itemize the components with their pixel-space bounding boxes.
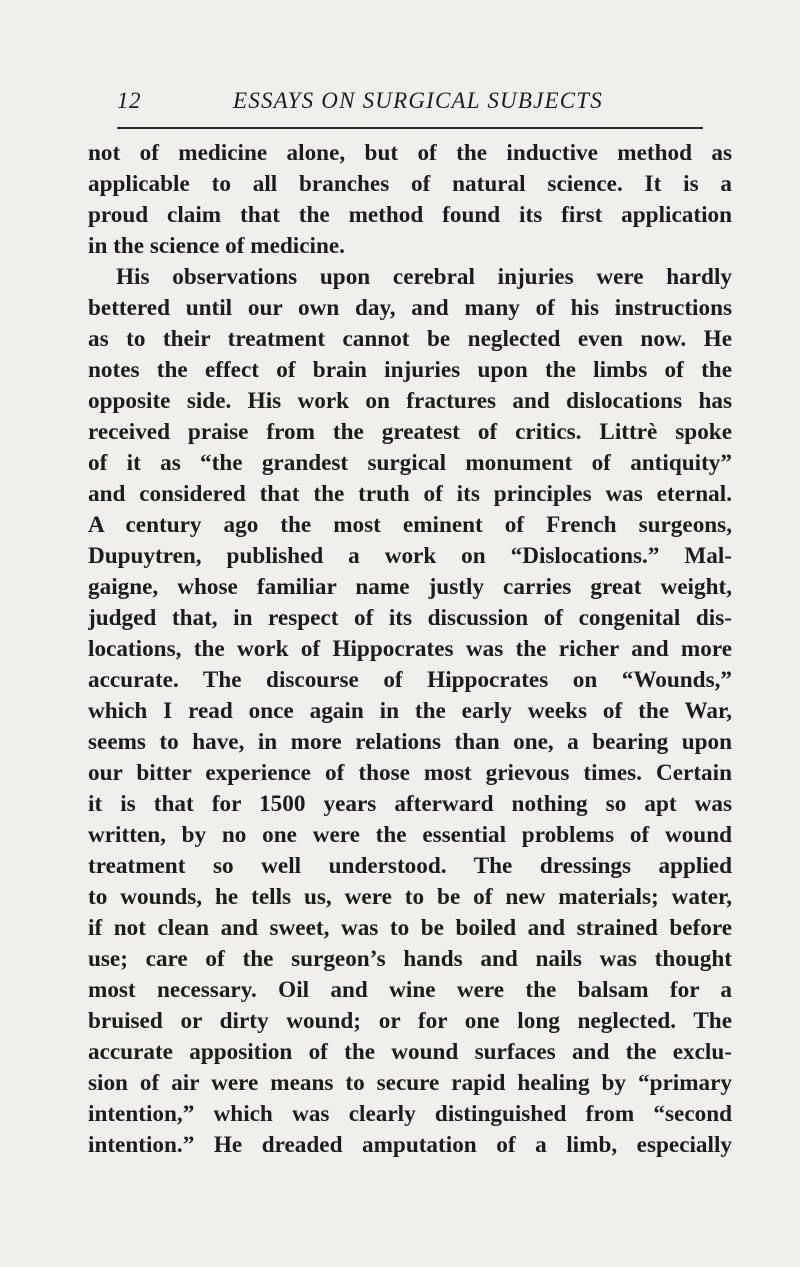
text-line: seems to have, in more relations than one, a bearing upon [88, 729, 732, 755]
text-line: A century ago the most eminent of French surgeons, [88, 512, 732, 538]
text-line: intention.” He dreaded amputation of a limb, especially [88, 1132, 732, 1158]
text-line: use; care of the surgeon’s hands and nails was thought [88, 946, 732, 972]
running-title: ESSAYS ON SURGICAL SUBJECTS [233, 88, 603, 113]
text-line: sion of air were means to secure rapid healing by “primary [88, 1070, 732, 1096]
text-line: of it as “the grandest surgical monument of antiquity” [88, 450, 732, 476]
text-line: not of medicine alone, but of the inductive method as [88, 140, 732, 166]
text-line: it is that for 1500 years afterward nothing so apt was [88, 791, 732, 817]
text-line: proud claim that the method found its first application [88, 202, 732, 228]
text-line: our bitter experience of those most grievous times. Certain [88, 760, 732, 786]
text-line: accurate. The discourse of Hippocrates on “Wounds,” [88, 667, 732, 693]
text-line: applicable to all branches of natural science. It is a [88, 171, 732, 197]
page-number: 12 [117, 88, 141, 113]
text-line: judged that, in respect of its discussion of congenital dis- [88, 605, 732, 631]
header-rule [117, 127, 703, 129]
text-line: treatment so well understood. The dressings applied [88, 853, 732, 879]
text-line: received praise from the greatest of critics. Littrè spoke [88, 419, 732, 445]
text-line: opposite side. His work on fractures and dislocations has [88, 388, 732, 414]
text-line: to wounds, he tells us, were to be of new materials; water, [88, 884, 732, 910]
text-line: accurate apposition of the wound surfaces and the exclu- [88, 1039, 732, 1065]
text-line: bettered until our own day, and many of his instructions [88, 295, 732, 321]
text-line: Dupuytren, published a work on “Dislocations.” Mal- [88, 543, 732, 569]
text-line: His observations upon cerebral injuries were hardly [116, 264, 732, 290]
text-line: which I read once again in the early weeks of the War, [88, 698, 732, 724]
text-line: locations, the work of Hippocrates was the richer and more [88, 636, 732, 662]
text-line: as to their treatment cannot be neglected even now. He [88, 326, 732, 352]
page-header [117, 84, 704, 124]
text-line: written, by no one were the essential problems of wound [88, 822, 732, 848]
text-line: gaigne, whose familiar name justly carries great weight, [88, 574, 732, 600]
text-line: if not clean and sweet, was to be boiled and strained before [88, 915, 732, 941]
text-line: notes the effect of brain injuries upon the limbs of the [88, 357, 732, 383]
text-line: and considered that the truth of its principles was eternal. [88, 481, 732, 507]
text-line: bruised or dirty wound; or for one long neglected. The [88, 1008, 732, 1034]
text-line: in the science of medicine. [88, 233, 345, 259]
text-line: intention,” which was clearly distinguished from “second [88, 1101, 732, 1127]
body-text [88, 138, 732, 1161]
text-line: most necessary. Oil and wine were the balsam for a [88, 977, 732, 1003]
